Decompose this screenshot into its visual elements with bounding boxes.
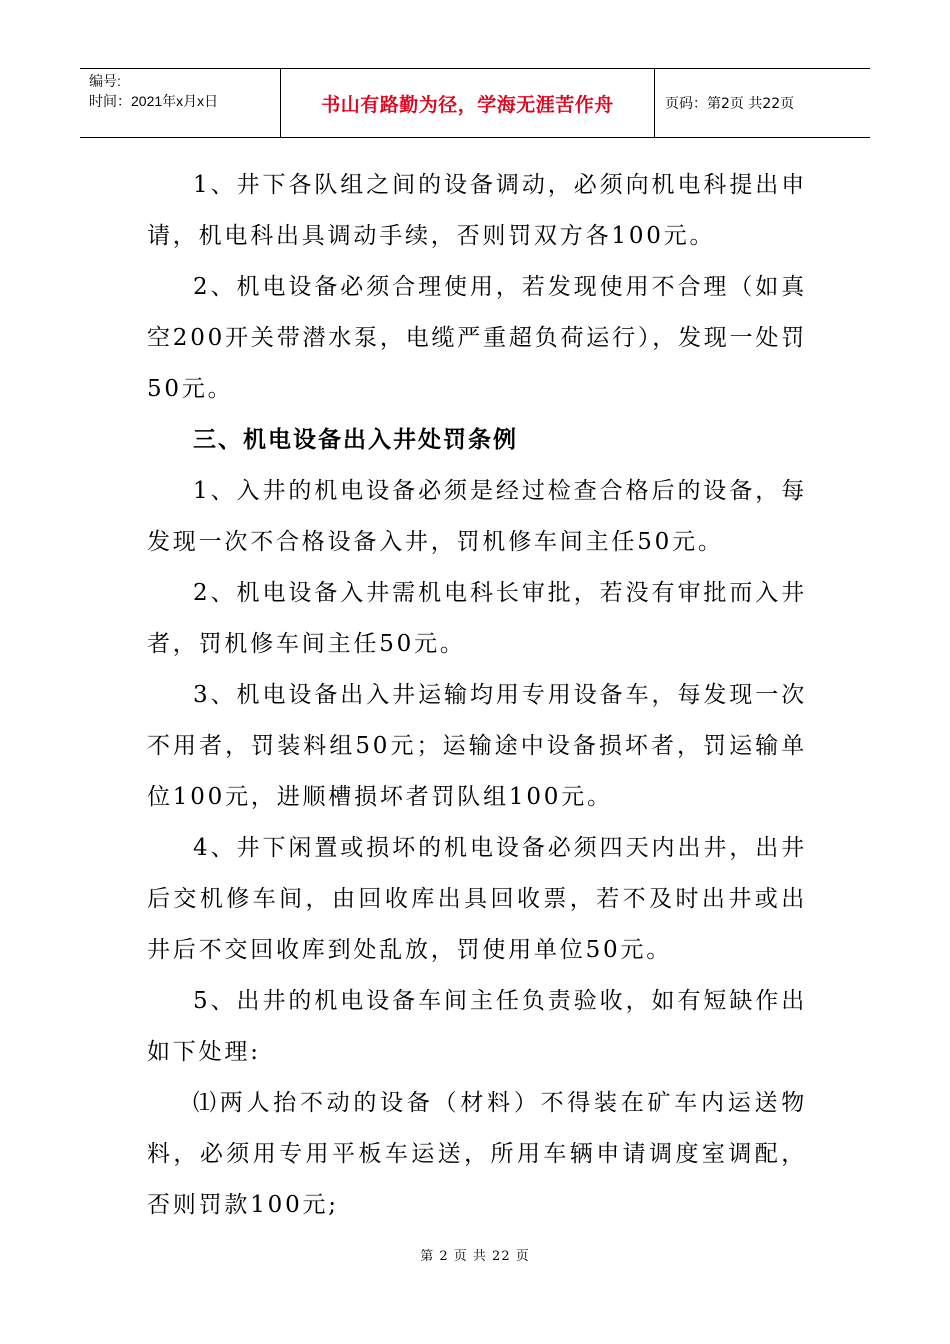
paragraph-flatbed: ⑴两人抬不动的设备（材料）不得装在矿车内运送物料，必须用专用平板车运送，所用车辆申请调度室调配，否则罚款100元;	[147, 1090, 807, 1218]
paragraph-acceptance: 5、出井的机电设备车间主任负责验收，如有短缺作出如下处理:	[147, 988, 807, 1065]
paragraph-inspection: 1、入井的机电设备必须是经过检查合格后的设备，每发现一次不合格设备入井，罚机修车间主任50元。	[147, 478, 807, 555]
paragraph-equipment-transfer: 1、井下各队组之间的设备调动，必须向机电科提出申请，机电科出具调动手续，否则罚双方各100元。	[147, 172, 807, 249]
page-footer: 第 2 页 共 22 页	[420, 1249, 530, 1264]
section-heading: 三、机电设备出入井处罚条例	[193, 427, 518, 453]
document-number-label: 编号:	[89, 73, 121, 89]
header-page-info: 页码：第2页 共22页	[665, 96, 795, 112]
document-date: 时间：2021年x月x日	[89, 93, 219, 109]
document-body	[147, 160, 807, 1231]
paragraph-approval: 2、机电设备入井需机电科长审批，若没有审批而入井者，罚机修车间主任50元。	[147, 580, 807, 657]
header-meta	[80, 69, 281, 137]
paragraph-reasonable-use: 2、机电设备必须合理使用，若发现使用不合理（如真空200开关带潜水泵，电缆严重超负荷运行），发现一处罚50元。	[147, 274, 807, 402]
header-motto-cell	[281, 69, 655, 137]
page-header	[80, 68, 870, 138]
paragraph-transport: 3、机电设备出入井运输均用专用设备车，每发现一次不用者，罚装料组50元；运输途中设备损坏者，罚运输单位100元，进顺槽损坏者罚队组100元。	[147, 682, 807, 810]
paragraph-idle-equipment: 4、井下闲置或损坏的机电设备必须四天内出井，出井后交机修车间，由回收库出具回收票，若不及时出井或出井后不交回收库到处乱放，罚使用单位50元。	[147, 835, 807, 963]
header-motto: 书山有路勤为径，学海无涯苦作舟	[321, 93, 614, 116]
